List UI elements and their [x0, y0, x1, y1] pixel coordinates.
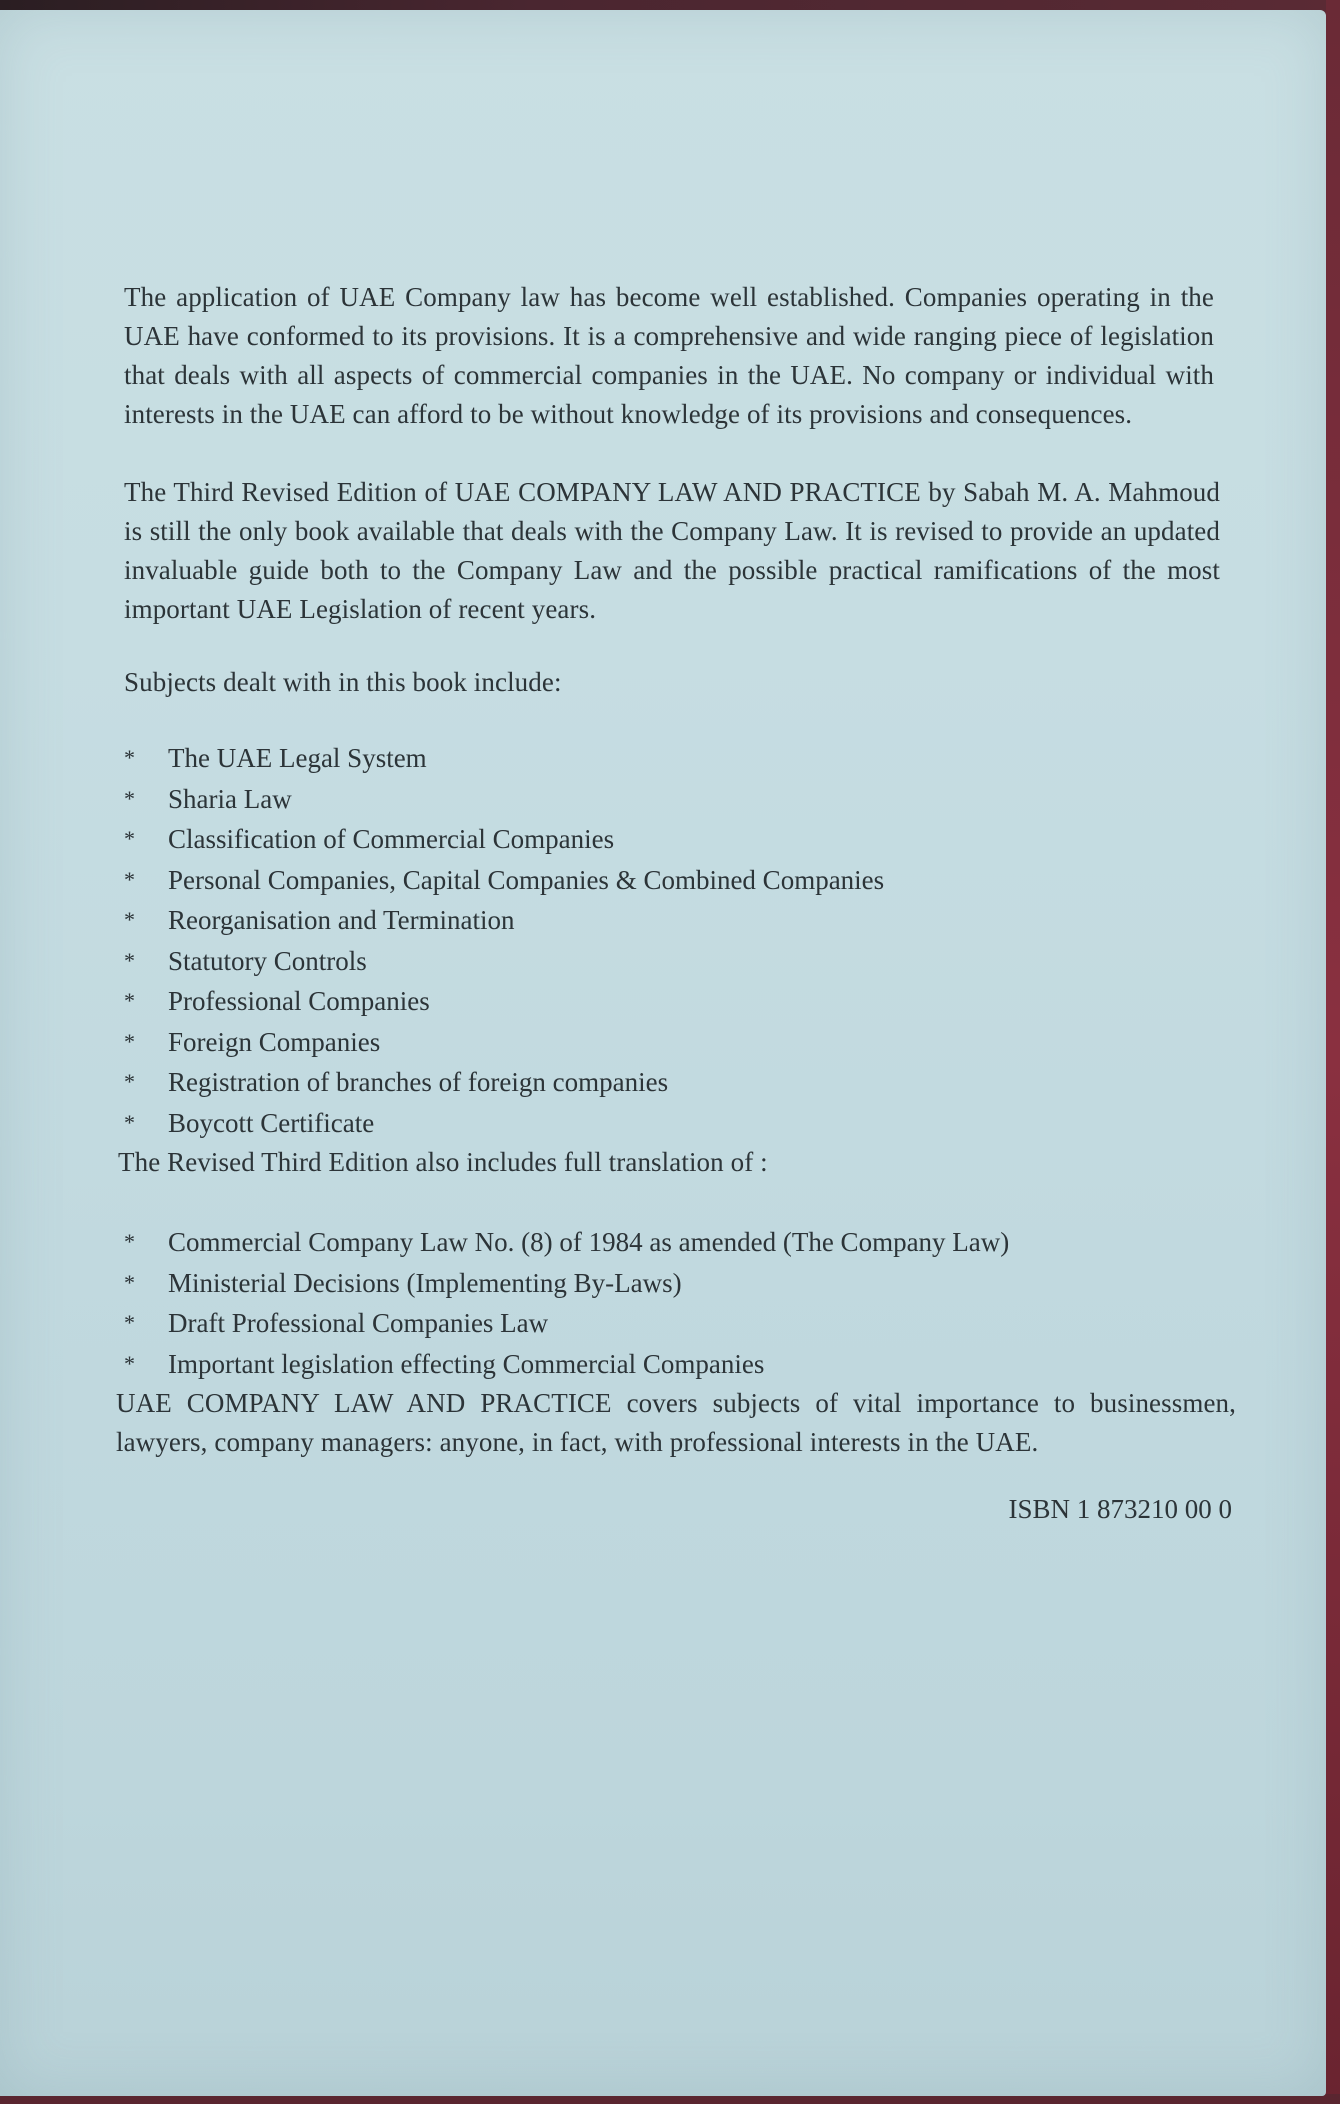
- asterisk-bullet-icon: *: [124, 1028, 135, 1054]
- asterisk-bullet-icon: *: [124, 866, 135, 892]
- list-item: * The UAE Legal System: [124, 738, 1224, 779]
- list-item: * Personal Companies, Capital Companies & Combined Companies: [124, 860, 1224, 901]
- blurb-content: [116, 278, 1236, 1525]
- intro-paragraph: The application of UAE Company law has become well established. Companies operating in the UAE have conformed to its provisions. It is a comprehensive and wide ranging piece of legislation that deals with all aspects of commercial companies in the UAE. No company or individual with interests in the UAE can afford to be without knowledge of its provisions and consequences.: [124, 282, 1214, 429]
- asterisk-bullet-icon: *: [124, 1109, 135, 1135]
- isbn-number: ISBN 1 873210 00 0: [1008, 1494, 1232, 1524]
- asterisk-bullet-icon: *: [124, 1269, 135, 1295]
- translations-heading: The Revised Third Edition also includes full translation of :: [118, 1147, 768, 1177]
- asterisk-bullet-icon: *: [124, 1310, 135, 1335]
- list-item: * Sharia Law: [124, 779, 1224, 820]
- list-item: * Statutory Controls: [124, 941, 1224, 982]
- asterisk-bullet-icon: *: [124, 947, 135, 973]
- asterisk-bullet-icon: *: [124, 826, 135, 851]
- edition-paragraph: The Third Revised Edition of UAE COMPANY LAW AND PRACTICE by Sabah M. A. Mahmoud is still the only book available that deals with the Company Law. It is revised to provide an updated invaluable guide both to the Company Law and the possible practical ramifications of the most important UAE Legislation of recent years.: [124, 477, 1220, 624]
- list-item: * Reorganisation and Termination: [124, 900, 1224, 941]
- asterisk-bullet-icon: *: [124, 988, 135, 1013]
- list-item: * Boycott Certificate: [124, 1103, 1224, 1144]
- list-item: * Registration of branches of foreign companies: [124, 1062, 1224, 1103]
- translations-list: [124, 1222, 1144, 1384]
- closing-paragraph: UAE COMPANY LAW AND PRACTICE covers subjects of vital importance to businessmen, lawyers, company managers: anyone, in fact, with professional interests in the UAE.: [116, 1388, 1236, 1457]
- list-item: * Foreign Companies: [124, 1022, 1224, 1063]
- list-item: * Important legislation effecting Commercial Companies: [124, 1344, 1144, 1385]
- asterisk-bullet-icon: *: [124, 785, 135, 811]
- asterisk-bullet-icon: *: [124, 1350, 135, 1376]
- binding-right-edge: [1326, 0, 1340, 2104]
- list-item: * Classification of Commercial Companies: [124, 819, 1224, 860]
- asterisk-bullet-icon: *: [124, 907, 135, 932]
- list-item: * Commercial Company Law No. (8) of 1984 as amended (The Company Law): [124, 1222, 1144, 1263]
- back-cover: [0, 10, 1326, 2096]
- list-item: * Ministerial Decisions (Implementing By-Laws): [124, 1263, 1144, 1304]
- asterisk-bullet-icon: *: [124, 1229, 135, 1254]
- subjects-heading: Subjects dealt with in this book include:: [124, 667, 562, 697]
- asterisk-bullet-icon: *: [124, 745, 135, 770]
- list-item: * Professional Companies: [124, 981, 1224, 1022]
- subjects-list: [124, 738, 1224, 1143]
- asterisk-bullet-icon: *: [124, 1069, 135, 1094]
- list-item: * Draft Professional Companies Law: [124, 1303, 1144, 1344]
